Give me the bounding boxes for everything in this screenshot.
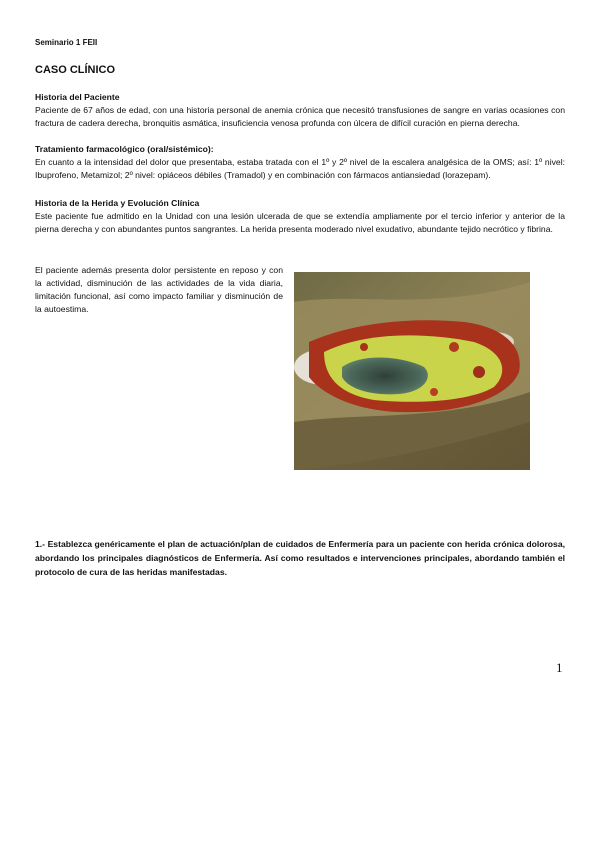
page-number: 1 xyxy=(556,660,563,675)
page-header: Seminario 1 FEII xyxy=(35,38,98,47)
section-wound-history xyxy=(35,197,565,236)
section-body: Paciente de 67 años de edad, con una historia personal de anemia crónica que necesitó transfusiones de sangre en varias ocasiones con fractura de cadera derecha, bronquitis asmática, insuficiencia venosa profunda con úlcera de difícil curación en pierna derecha. xyxy=(35,105,565,128)
section-heading: Historia de la Herida y Evolución Clínica xyxy=(35,198,200,208)
pain-paragraph: El paciente además presenta dolor persistente en reposo y con la actividad, disminución de las actividades de la vida diaria, limitación funcional, así como impacto familiar y disminución de la autoestima. xyxy=(35,265,283,314)
section-body: En cuanto a la intensidad del dolor que presentaba, estaba tratada con el 1º y 2º nivel de la escalera analgésica de la OMS; así: 1º nivel: Ibuprofeno, Metamizol; 2º nivel: opiáceos débiles (Tramadol) y en combinación con fármacos antiansiedad (lorazepam). xyxy=(35,157,565,180)
section-body: Este paciente fue admitido en la Unidad con una lesión ulcerada de que se extendía ampliamente por el tercio inferior y anterior de la pierna derecha y con abundantes puntos sangrantes. La herida presenta moderado nivel exudativo, abundante tejido necrótico y fibrina. xyxy=(35,211,565,234)
question-1: 1.- Establezca genéricamente el plan de actuación/plan de cuidados de Enfermería para un paciente con herida crónica dolorosa, abordando los principales diagnósticos de Enfermería. Así como resultados e intervenciones principales, abordando también el protocolo de cura de las heridas manifestadas. xyxy=(35,539,565,577)
case-title: CASO CLÍNICO xyxy=(35,64,116,76)
section-heading: Tratamiento farmacológico (oral/sistémico): xyxy=(35,144,214,154)
section-patient-history xyxy=(35,91,565,130)
section-heading: Historia del Paciente xyxy=(35,92,120,102)
wound-photo xyxy=(294,272,530,470)
section-pharmacological-treatment xyxy=(35,143,565,182)
